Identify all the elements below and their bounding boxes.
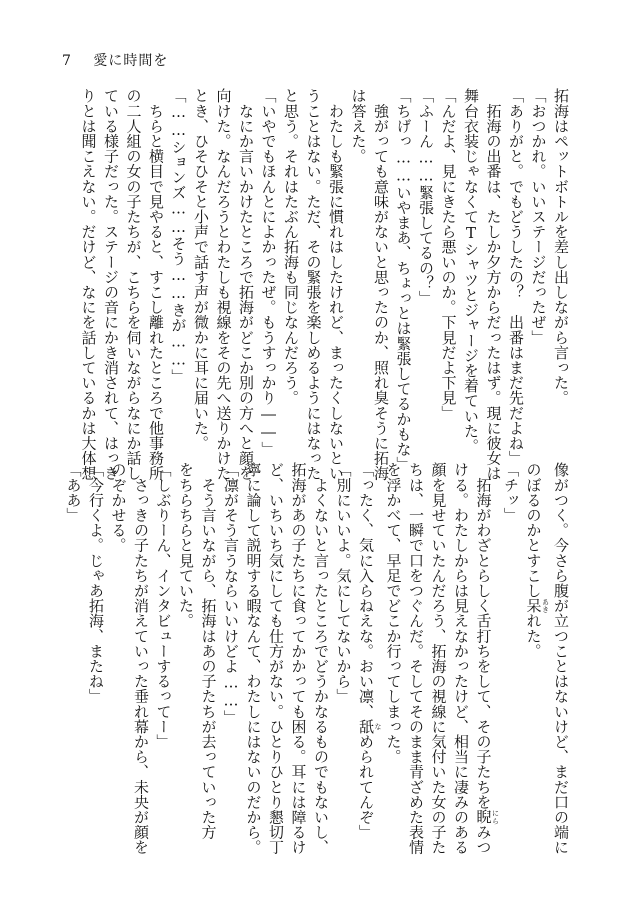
text-line: 拓海はペットボトルを差し出しながら言った。 bbox=[552, 88, 570, 406]
page-number: 7 bbox=[62, 53, 72, 69]
text-line: 寧に論して説明する暇なんて、わたしにはないのだから。 bbox=[244, 462, 263, 855]
text-line: の二人組の女の子たちが、こちらを伺いながらなにか話し bbox=[124, 88, 143, 481]
text-line: 「別にいいよ。気にしてないから」 bbox=[334, 462, 353, 704]
text-line: うことはない。ただ、その緊張を楽しめるようにはなった bbox=[304, 88, 323, 481]
text-line: りとは聞こえない。だけど、なにを話しているかは大体想 bbox=[79, 88, 98, 481]
text-line: ている様子だった。ステージの音にかき消されて、はっき bbox=[102, 88, 120, 481]
text-line bbox=[522, 462, 550, 840]
text-line: 「おつかれ。いいステージだったぜ」 bbox=[529, 88, 548, 345]
text-line: 顔を見せていたんだろう、拓海の視線に気付いた女の子た bbox=[429, 462, 448, 855]
ruby-base: 舐 bbox=[357, 718, 375, 734]
text-line: は答えた。 bbox=[349, 88, 368, 164]
text-line: 「ああ」 bbox=[64, 462, 83, 523]
text-line: を浮かべて、早足でどこか行ってしまった。 bbox=[384, 462, 403, 764]
text-segment: 「ったく、気に入らねえな。おい凛、 bbox=[357, 462, 375, 719]
text-line: のぞかせる。 bbox=[109, 462, 128, 553]
text-line: ど、いちいち気にしても仕方がない。ひとりひとり懇切丁 bbox=[267, 462, 285, 855]
text-line: わたしも緊張に慣れはしたけれど、まったくしないとい bbox=[327, 88, 345, 481]
text-line: さっきの子たちが消えていった垂れ幕から、未央が顔を bbox=[132, 462, 150, 855]
ruby-base: 睨 bbox=[474, 809, 493, 825]
text-segment: れた。 bbox=[524, 613, 543, 659]
text-segment: められてんぞ」 bbox=[357, 733, 375, 840]
text-line: 像がつく。今さら腹が立つことはないけど、まだ口の端に bbox=[552, 462, 570, 855]
upper-text-block bbox=[75, 88, 572, 481]
text-line: 拓海の出番は、たしか夕方からだったはず。現に彼女は bbox=[484, 88, 503, 481]
text-line: 「しぶりーん、インタビューするってー」 bbox=[154, 462, 173, 749]
text-line: 「凛がそう言うならいいけどよ……」 bbox=[222, 462, 240, 725]
text-line: 「ちげっ……いやまあ、ちょっとは緊張してるかもな」 bbox=[394, 88, 413, 472]
text-line bbox=[472, 462, 500, 855]
text-line: よくないと言ったところでどうかなるものでもないし、 bbox=[312, 462, 330, 855]
lower-text-block bbox=[64, 462, 572, 855]
text-line: をちらちらと見ていた。 bbox=[177, 462, 195, 629]
text-line: 「いやでもほんとによかったぜ。もうすっかり――」 bbox=[259, 88, 278, 457]
text-line: なにか言いかけたところで拓海がどこか別の方へと顔を bbox=[237, 88, 255, 481]
ruby-word bbox=[524, 597, 550, 614]
text-line: とき、ひそひそと小声で話す声が微かに耳に届いた。 bbox=[192, 88, 210, 451]
text-line: ちらと横目で見やると、すこし離れたところで他事務所 bbox=[147, 88, 165, 481]
ruby-reading: あき bbox=[541, 597, 550, 613]
ruby-reading: にら bbox=[491, 809, 500, 825]
text-line: 拓海があの子たちに食ってかかっても困る。耳には障るけ bbox=[289, 462, 308, 855]
ruby-word bbox=[357, 718, 382, 734]
text-line: 舞台衣装じゃなくてTシャツとジャージを着ていた。 bbox=[462, 88, 480, 454]
text-line: 「んだよ、見にきたら悪いのか。下見だよ下見」 bbox=[439, 88, 458, 421]
text-line: ちは、一瞬で口をつぐんだ。そしてそのまま青ざめた表情 bbox=[407, 462, 425, 855]
chapter-title: 愛に時間を bbox=[93, 53, 169, 69]
text-line: 向けた。なんだろうとわたしも視線をその先へ送りかけた bbox=[214, 88, 233, 481]
text-line: と思う。それはたぶん拓海も同じなんだろう。 bbox=[282, 88, 300, 406]
text-segment: 拓海がわざとらしく舌打ちをして、その子たちを bbox=[474, 462, 493, 810]
running-header bbox=[62, 50, 168, 70]
text-segment: のぼるのかとすこし bbox=[524, 462, 543, 598]
text-line bbox=[355, 462, 383, 840]
ruby-base: 呆 bbox=[524, 597, 543, 614]
text-line: 強がっても意味がないと思ったのか、照れ臭そうに拓海 bbox=[372, 88, 390, 481]
text-line: ける。わたしからは見えなかったけど、相当に凄みのある bbox=[452, 462, 470, 855]
text-line: 「ありがと。でもどうしたの？ 出番はまだ先だよね」 bbox=[507, 88, 525, 466]
text-line: 「今行くよ。じゃあ拓海、またね」 bbox=[87, 462, 105, 704]
ruby-reading: な bbox=[374, 718, 382, 734]
text-line: そう言いながら、拓海はあの子たちが去っていった方 bbox=[199, 462, 218, 840]
ruby-word bbox=[474, 809, 500, 825]
text-line: 「ふーん……緊張してるの？」 bbox=[417, 88, 435, 306]
text-line: 「チッ」 bbox=[502, 462, 520, 523]
text-segment: みつ bbox=[474, 824, 493, 855]
text-line: 「……ションズ……そう……きが……」 bbox=[169, 88, 188, 384]
